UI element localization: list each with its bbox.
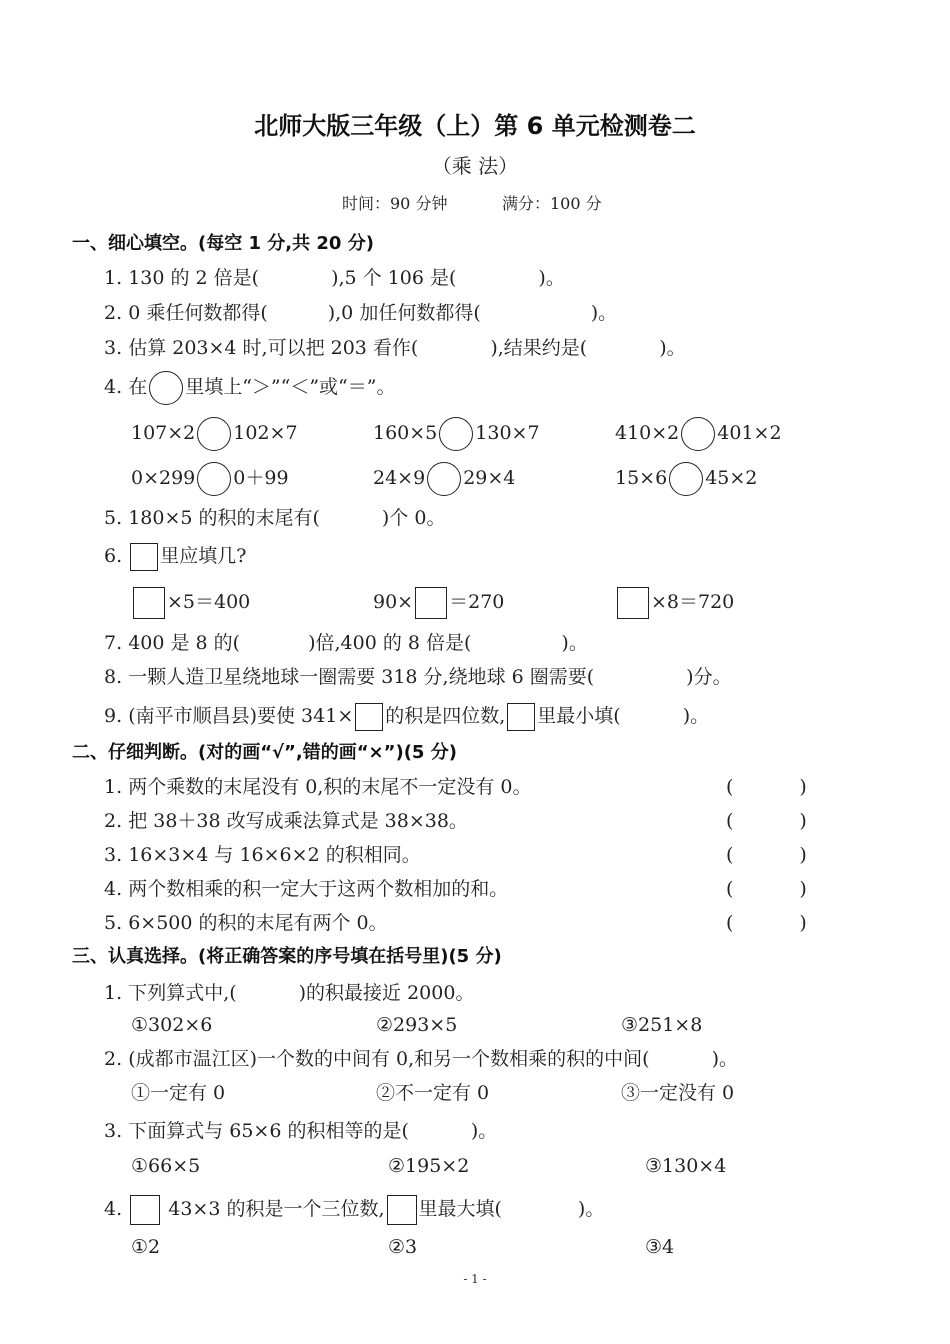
s3-q1 bbox=[104, 984, 474, 1003]
q-text: 两个数相乘的积一定大于这两个数相加的和。 bbox=[128, 878, 509, 900]
s1-q5 bbox=[104, 509, 445, 528]
q-number: 3. bbox=[104, 337, 123, 359]
option[interactable]: ②195×2 bbox=[388, 1155, 470, 1177]
section-1-heading: 一、细心填空。(每空 1 分,共 20 分) bbox=[72, 233, 374, 254]
q-text: 估算 203×4 时,可以把 203 看作( bbox=[128, 337, 419, 359]
answer-box bbox=[507, 703, 535, 731]
option[interactable]: ②不一定有 0 bbox=[376, 1082, 490, 1104]
paren-left: ( bbox=[726, 776, 734, 798]
q-text: )分。 bbox=[686, 666, 732, 688]
option[interactable]: ③130×4 bbox=[645, 1155, 727, 1177]
q-text: 180×5 的积的末尾有( bbox=[128, 507, 320, 529]
expr: ＝270 bbox=[449, 591, 505, 613]
q-text: )的积最接近 2000。 bbox=[298, 982, 475, 1004]
paren-left: ( bbox=[726, 912, 734, 934]
fill-item bbox=[615, 586, 734, 619]
q-number: 5. bbox=[104, 507, 123, 529]
q-number: 2. bbox=[104, 302, 123, 324]
answer-box bbox=[387, 1195, 417, 1225]
q-number: 5. bbox=[104, 912, 123, 934]
expr-left: 160×5 bbox=[373, 422, 438, 444]
q-text: 一颗人造卫星绕地球一圈需要 318 分,绕地球 6 圈需要( bbox=[128, 666, 595, 688]
exam-score: 满分：100 分 bbox=[502, 194, 602, 213]
s1-q7 bbox=[104, 634, 588, 653]
answer-box[interactable] bbox=[355, 703, 383, 731]
judge-item bbox=[104, 812, 468, 831]
option[interactable]: ②293×5 bbox=[376, 1014, 458, 1036]
judge-item bbox=[104, 880, 508, 899]
q-text: )。 bbox=[470, 1120, 498, 1142]
expr-right: 45×2 bbox=[705, 467, 758, 489]
judge-blank[interactable] bbox=[726, 914, 807, 933]
expr-left: 0×299 bbox=[131, 467, 196, 489]
q-number: 3. bbox=[104, 1120, 123, 1142]
q-text: )。 bbox=[538, 267, 565, 289]
q-text: 的积是四位数, bbox=[385, 705, 506, 727]
q-number: 4. bbox=[104, 376, 123, 398]
q-text: ),0 加任何数都得( bbox=[327, 302, 481, 324]
compare-item bbox=[373, 461, 515, 496]
q-text: 里填上“＞”“＜”或“＝”。 bbox=[185, 376, 396, 398]
s3-q4 bbox=[104, 1194, 604, 1225]
option[interactable]: ③251×8 bbox=[621, 1014, 703, 1036]
q-number: 1. bbox=[104, 982, 123, 1004]
s1-q2 bbox=[104, 304, 617, 323]
q-number: 8. bbox=[104, 666, 123, 688]
q-number: 3. bbox=[104, 844, 123, 866]
option[interactable]: ②3 bbox=[388, 1236, 418, 1258]
q-number: 2. bbox=[104, 810, 123, 832]
q-text: 把 38＋38 改写成乘法算式是 38×38。 bbox=[128, 810, 468, 832]
page-subtitle: （乘 法） bbox=[431, 154, 519, 178]
q-text: )。 bbox=[659, 337, 686, 359]
section-2-heading: 二、仔细判断。(对的画“√”,错的画“×”)(5 分) bbox=[72, 742, 457, 763]
compare-circle[interactable] bbox=[197, 462, 231, 496]
q-text: )。 bbox=[590, 302, 618, 324]
option[interactable]: ③一定没有 0 bbox=[621, 1082, 735, 1104]
q-text: (南平市顺昌县)要使 341× bbox=[128, 705, 354, 727]
expr-right: 29×4 bbox=[463, 467, 516, 489]
q-text: )倍,400 的 8 倍是( bbox=[308, 632, 472, 654]
q-text: )。 bbox=[711, 1048, 739, 1070]
answer-box bbox=[130, 543, 158, 571]
q-text: 0 乘任何数都得( bbox=[128, 302, 268, 324]
paren-left: ( bbox=[726, 878, 734, 900]
compare-item bbox=[131, 461, 289, 496]
q-text: 6×500 的积的末尾有两个 0。 bbox=[128, 912, 388, 934]
s1-q6 bbox=[104, 541, 246, 571]
q-text: 下面算式与 65×6 的积相等的是( bbox=[128, 1120, 409, 1142]
q-number: 4. bbox=[104, 1198, 123, 1220]
answer-box[interactable] bbox=[415, 587, 447, 619]
judge-blank[interactable] bbox=[726, 812, 807, 831]
expr: 90× bbox=[373, 591, 414, 613]
paren-left: ( bbox=[726, 844, 734, 866]
s3-q3 bbox=[104, 1122, 497, 1141]
s1-q8 bbox=[104, 668, 732, 687]
q-text: )。 bbox=[682, 705, 710, 727]
judge-blank[interactable] bbox=[726, 778, 807, 797]
q-text: ),5 个 106 是( bbox=[331, 267, 457, 289]
q-text: 16×3×4 与 16×6×2 的积相同。 bbox=[128, 844, 421, 866]
compare-circle[interactable] bbox=[427, 462, 461, 496]
q-text: 里最小填( bbox=[537, 705, 621, 727]
compare-circle[interactable] bbox=[681, 417, 715, 451]
exam-time: 时间：90 分钟 bbox=[342, 194, 448, 213]
expr-left: 24×9 bbox=[373, 467, 426, 489]
q-number: 4. bbox=[104, 878, 123, 900]
s1-q1 bbox=[104, 269, 565, 288]
q-text: 两个乘数的末尾没有 0,积的末尾不一定没有 0。 bbox=[128, 776, 532, 798]
q-text: 43×3 的积是一个三位数, bbox=[168, 1198, 385, 1220]
option[interactable]: ①66×5 bbox=[131, 1155, 201, 1177]
q-text: 里最大填( bbox=[418, 1198, 502, 1220]
expr: ×8＝720 bbox=[651, 591, 735, 613]
fill-item bbox=[373, 586, 504, 619]
q-text: (成都市温江区)一个数的中间有 0,和另一个数相乘的积的中间( bbox=[128, 1048, 650, 1070]
judge-blank[interactable] bbox=[726, 846, 807, 865]
q-number: 1. bbox=[104, 267, 123, 289]
compare-circle bbox=[149, 371, 183, 405]
judge-item bbox=[104, 778, 531, 797]
q-text: 下列算式中,( bbox=[128, 982, 237, 1004]
expr-left: 107×2 bbox=[131, 422, 196, 444]
judge-blank[interactable] bbox=[726, 880, 807, 899]
page-number: - 1 - bbox=[463, 1272, 487, 1286]
answer-box[interactable] bbox=[130, 1195, 160, 1225]
judge-item bbox=[104, 846, 421, 865]
compare-circle[interactable] bbox=[197, 417, 231, 451]
paren-right: ) bbox=[799, 878, 807, 900]
option[interactable]: ①302×6 bbox=[131, 1014, 213, 1036]
q-text: )。 bbox=[561, 632, 588, 654]
q-text: 在 bbox=[128, 376, 148, 398]
expr-right: 102×7 bbox=[233, 422, 298, 444]
q-text: 里应填几? bbox=[160, 545, 247, 567]
compare-circle[interactable] bbox=[669, 462, 703, 496]
s3-q2 bbox=[104, 1050, 738, 1069]
q-text: )个 0。 bbox=[381, 507, 446, 529]
compare-circle[interactable] bbox=[439, 417, 473, 451]
paren-right: ) bbox=[799, 776, 807, 798]
expr-left: 410×2 bbox=[615, 422, 680, 444]
fill-item bbox=[131, 586, 250, 619]
expr-right: 401×2 bbox=[717, 422, 782, 444]
section-3-heading: 三、认真选择。(将正确答案的序号填在括号里)(5 分) bbox=[72, 946, 502, 967]
q-text: 130 的 2 倍是( bbox=[128, 267, 260, 289]
compare-item bbox=[615, 416, 782, 451]
s1-q9 bbox=[104, 702, 709, 731]
expr: ×5＝400 bbox=[167, 591, 251, 613]
s1-q4 bbox=[104, 370, 395, 405]
answer-box[interactable] bbox=[617, 587, 649, 619]
compare-item bbox=[131, 416, 298, 451]
compare-item bbox=[615, 461, 757, 496]
paren-left: ( bbox=[726, 810, 734, 832]
q-text: ),结果约是( bbox=[490, 337, 588, 359]
q-number: 6. bbox=[104, 545, 123, 567]
q-number: 9. bbox=[104, 705, 123, 727]
compare-item bbox=[373, 416, 540, 451]
q-number: 1. bbox=[104, 776, 123, 798]
option[interactable]: ③4 bbox=[645, 1236, 675, 1258]
expr-left: 15×6 bbox=[615, 467, 668, 489]
q-text: 400 是 8 的( bbox=[128, 632, 241, 654]
q-text: )。 bbox=[577, 1198, 605, 1220]
option[interactable]: ①一定有 0 bbox=[131, 1082, 226, 1104]
judge-item bbox=[104, 914, 388, 933]
expr-right: 0＋99 bbox=[233, 467, 289, 489]
option[interactable]: ①2 bbox=[131, 1236, 161, 1258]
paren-right: ) bbox=[799, 844, 807, 866]
q-number: 7. bbox=[104, 632, 123, 654]
answer-box[interactable] bbox=[133, 587, 165, 619]
q-number: 2. bbox=[104, 1048, 123, 1070]
paren-right: ) bbox=[799, 810, 807, 832]
page-title: 北师大版三年级（上）第 6 单元检测卷二 bbox=[254, 112, 696, 140]
s1-q3 bbox=[104, 339, 686, 358]
expr-right: 130×7 bbox=[475, 422, 540, 444]
paren-right: ) bbox=[799, 912, 807, 934]
